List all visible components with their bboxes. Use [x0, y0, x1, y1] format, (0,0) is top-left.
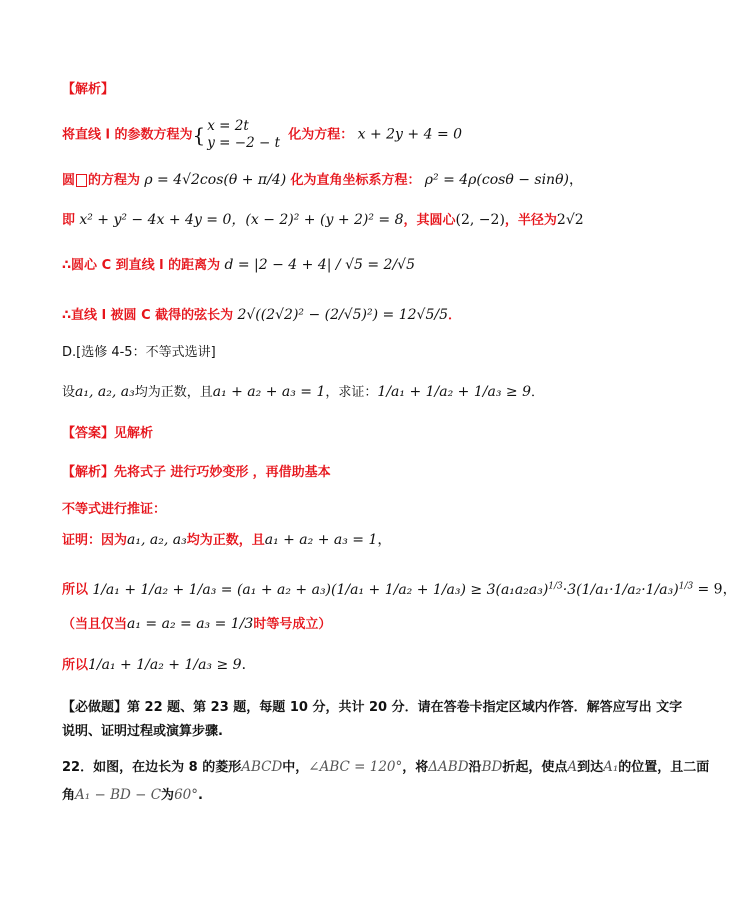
- image-placeholder-icon: [76, 174, 87, 187]
- circle-center: (2, −2): [455, 212, 505, 228]
- problem-22-continuation: 角A₁ − BD − C为60°.: [62, 787, 203, 803]
- analysis-2-line: 【解析】先将式子 进行巧妙变形 ，再借助基本: [62, 465, 331, 480]
- line-equation: x + 2y + 4 = 0: [357, 126, 463, 143]
- circle-eq-line: 圆 的方程为 ρ = 4√2cos(θ + π/4) 化为直角坐标系方程： ρ² = 4ρ(cosθ − sinθ)，: [62, 172, 583, 188]
- required-problems-continuation: 说明、证明过程或演算步骤.: [62, 724, 223, 739]
- analysis-heading-1: 【解析】: [62, 82, 115, 97]
- required-problems-line: 【必做题】第 22 题、第 23 题，每题 10 分，共计 20 分．请在答卷卡指定区域内作答．解答应写出 文字: [62, 700, 683, 715]
- answer-line: 【答案】见解析: [62, 426, 154, 441]
- line-param-eq: 将直线 l 的参数方程为{ x = 2t y = −2 − t 化为方程： x + 2y + 4 = 0: [62, 118, 463, 151]
- param-system: x = 2t y = −2 − t: [207, 118, 280, 151]
- distance-line: ∴圆心 C 到直线 l 的距离为 d = |2 − 4 + 4| / √5 = 2/√5: [62, 257, 415, 273]
- polar-equation-2: ρ² = 4ρ(cosθ − sinθ): [424, 172, 569, 188]
- chord-length-line: ∴直线 l 被圆 C 截得的弦长为 2√((2√2)² − (2/√5)²) = 12√5/5．: [62, 307, 462, 323]
- distance-formula: d = |2 − 4 + 4| / √5 = 2/√5: [224, 257, 415, 273]
- section-d-heading: D.[选修 4-5：不等式选讲]: [62, 345, 216, 360]
- problem-statement: 设a₁, a₂, a₃均为正数，且a₁ + a₂ + a₃ = 1，求证：1/a₁ + 1/a₂ + 1/a₃ ≥ 9．: [62, 384, 544, 400]
- analysis-2-continuation: 不等式进行推证：: [62, 502, 167, 517]
- equality-condition: （当且仅当a₁ = a₂ = a₃ = 1/3时等号成立）: [62, 616, 332, 632]
- circle-center-line: 即 x² + y² − 4x + 4y = 0，(x − 2)² + (y + 2)² = 8，其圆心(2, −2)，半径为2√2: [62, 212, 584, 228]
- proof-start: 证明：因为a₁, a₂, a₃均为正数，且a₁ + a₂ + a₃ = 1，: [62, 532, 392, 548]
- inequality-to-prove: 1/a₁ + 1/a₂ + 1/a₃ ≥ 9: [377, 384, 531, 400]
- proof-conclusion: 所以1/a₁ + 1/a₂ + 1/a₃ ≥ 9．: [62, 657, 256, 673]
- circle-radius: 2√2: [556, 212, 584, 228]
- cartesian-equation: x² + y² − 4x + 4y = 0，(x − 2)² + (y + 2)² = 8: [79, 212, 404, 228]
- proof-amgm-line: 所以 $1/a_1 + 1/a_2 + 1/a_3 = (a_1 + a_2 + a_3)(1/a_1 + 1/a_2 + 1/a_3) \ge 3(a_1a_2a_3)^{1/3}\cdot 3(1/a_1\cdot 1/a_2\cdot 1/a_3)^{1/3} = 9$，: [62, 581, 737, 598]
- problem-22-line: 22．如图，在边长为 8 的菱形ABCD中，∠ABC = 120°，将ΔABD沿BD折起，使点A到达A₁的位置，且二面: [62, 759, 710, 775]
- chord-formula: 2√((2√2)² − (2/√5)²) = 12√5/5: [237, 307, 448, 323]
- polar-equation: ρ = 4√2cos(θ + π/4): [144, 172, 287, 188]
